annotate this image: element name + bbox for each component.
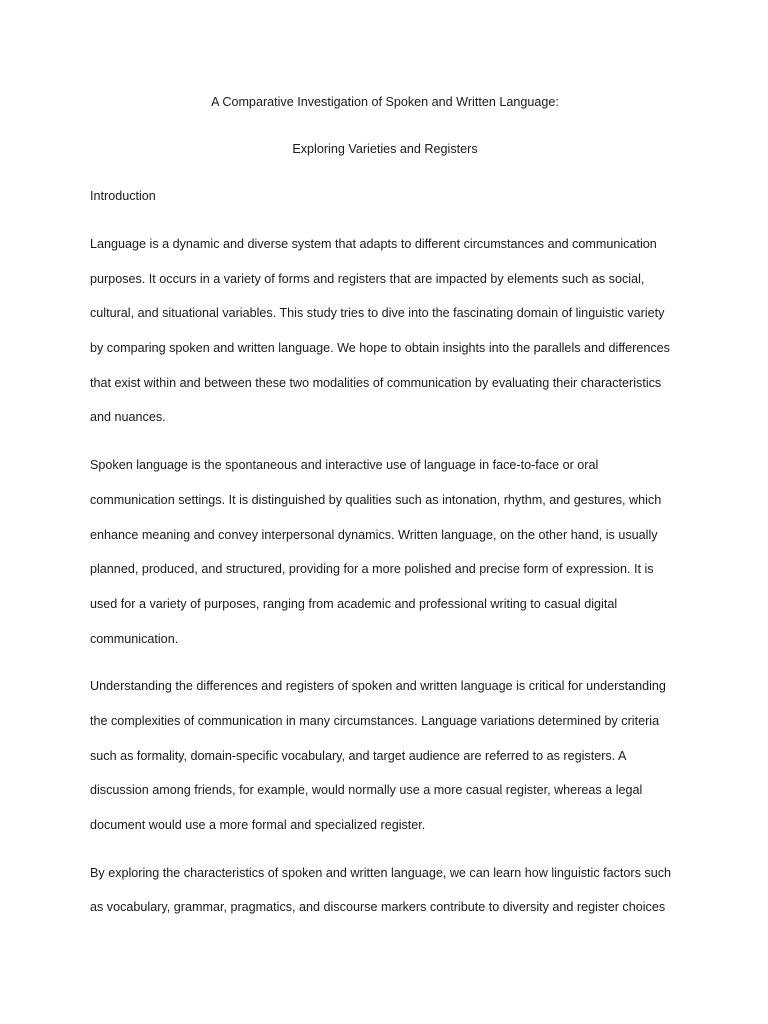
paragraph-2: [90, 448, 680, 656]
document-title: A Comparative Investigation of Spoken and Written Language:: [211, 95, 559, 109]
paragraph-line: discussion among friends, for example, would normally use a more casual register, whereas a legal: [90, 783, 643, 798]
paragraph-line: as vocabulary, grammar, pragmatics, and discourse markers contribute to diversity and register choices: [90, 900, 666, 915]
paragraph-line: that exist within and between these two modalities of communication by evaluating their characteristics: [90, 375, 662, 390]
section-heading: Introduction: [90, 189, 156, 203]
paragraph-line: enhance meaning and convey interpersonal dynamics. Written language, on the other hand, is usually: [90, 527, 658, 542]
paragraph-line: planned, produced, and structured, providing for a more polished and precise form of expression. It is: [90, 562, 654, 577]
paragraph-line: the complexities of communication in many circumstances. Language variations determined by criteria: [90, 713, 660, 728]
paragraph-line: and nuances.: [90, 410, 166, 425]
paragraph-line: By exploring the characteristics of spoken and written language, we can learn how linguistic factors such: [90, 865, 672, 880]
paragraph-line: used for a variety of purposes, ranging from academic and professional writing to casual digital: [90, 596, 618, 611]
paragraph-line: cultural, and situational variables. This study tries to dive into the fascinating domain of linguistic variety: [90, 306, 665, 321]
document-subtitle: Exploring Varieties and Registers: [292, 142, 478, 156]
paragraph-3: [90, 669, 680, 842]
paragraph-4: [90, 856, 680, 925]
paragraph-line: communication.: [90, 631, 179, 646]
paragraph-line: by comparing spoken and written language. We hope to obtain insights into the parallels and differences: [90, 341, 670, 356]
paragraph-line: Language is a dynamic and diverse system that adapts to different circumstances and communication: [90, 237, 657, 251]
paragraph-1: [90, 227, 680, 435]
paragraph-line: communication settings. It is distinguished by qualities such as intonation, rhythm, and gestures, which: [90, 492, 662, 507]
paragraph-line: Spoken language is the spontaneous and interactive use of language in face-to-face or oral: [90, 458, 599, 473]
paragraph-line: Understanding the differences and registers of spoken and written language is critical for understanding: [90, 679, 666, 694]
paragraph-line: purposes. It occurs in a variety of forms and registers that are impacted by elements such as social,: [90, 271, 645, 286]
document-body: [90, 92, 680, 925]
paragraph-line: document would use a more formal and specialized register.: [90, 818, 426, 832]
paragraph-line: such as formality, domain-specific vocabulary, and target audience are referred to as registers. A: [90, 748, 627, 763]
